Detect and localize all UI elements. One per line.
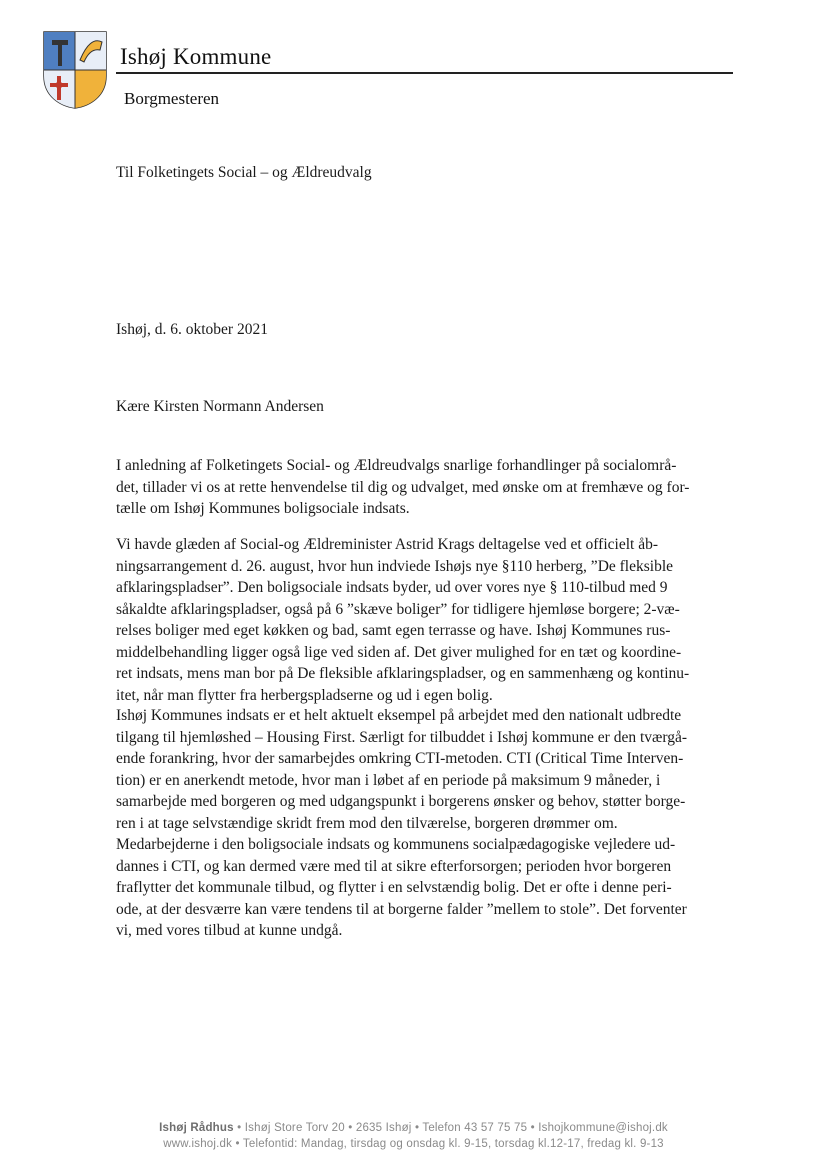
footer-address xyxy=(0,1122,827,1134)
paragraph-line: det, tillader vi os at rette henvendelse til dig og udvalget, med ønske om at fremhæve og for- xyxy=(116,478,690,496)
paragraph-line: dannes i CTI, og kan dermed være med til at sikre efterforsorgen; perioden hvor borgeren xyxy=(116,857,672,875)
salutation: Kære Kirsten Normann Andersen xyxy=(116,398,324,415)
paragraph-line: fraflytter det kommunale tilbud, og flytter i en selvstændig bolig. Det er ofte i denne peri- xyxy=(116,879,672,896)
paragraph-line: Ishøj Kommunes indsats er et helt aktuelt eksempel på arbejdet med den nationalt udbredte xyxy=(116,707,682,724)
recipient-line: Til Folketingets Social – og Ældreudvalg xyxy=(116,164,372,181)
paragraph-line: middelbehandling ligger også lige ved siden af. Det giver mulighed for en tæt og koordine- xyxy=(116,643,682,661)
paragraph-line: såkaldte afklaringspladser, også på 6 ”skæve boliger” for tidligere hjemløse borgere; 2-væ- xyxy=(116,600,680,618)
paragraph-line: samarbejde med borgeren og med udgangspunkt i borgerens ønsker og behov, støtter borge- xyxy=(116,793,686,810)
paragraph-line: ode, at der desværre kan være tendens til at borgerne falder ”mellem to stole”. Det forventer xyxy=(116,900,687,918)
body-paragraph-3 xyxy=(116,705,716,834)
header-divider xyxy=(116,72,733,74)
paragraph-line: itet, når man flytter fra herbergspladserne og ud i egen bolig. xyxy=(116,686,493,704)
paragraph-line: Medarbejderne i den boligsociale indsats og kommunens socialpædagogiske vejledere ud- xyxy=(116,836,676,853)
coat-of-arms-logo xyxy=(42,30,108,110)
footer-contact: • Ishøj Store Torv 20 • 2635 Ishøj • Telefon 43 57 75 75 • Ishojkommune@ishoj.dk xyxy=(233,1122,668,1134)
paragraph-line: relses boliger med eget køkken og bad, samt egen terrasse og have. Ishøj Kommunes rus- xyxy=(116,622,671,639)
body-paragraph-1 xyxy=(116,455,716,520)
paragraph-line: ret indsats, mens man bor på De fleksible afklaringspladser, og en sammenhæng og kontinu- xyxy=(116,665,690,682)
organization-name: Ishøj Kommune xyxy=(120,44,272,69)
footer-name: Ishøj Rådhus xyxy=(159,1122,234,1134)
paragraph-line: tion) er en anerkendt metode, hvor man i løbet af en periode på maksimum 9 måneder, i xyxy=(116,771,661,789)
paragraph-line: tælle om Ishøj Kommunes boligsociale indsats. xyxy=(116,500,410,517)
body-paragraph-4 xyxy=(116,834,716,942)
paragraph-line: Vi havde glæden af Social-og Ældreminister Astrid Krags deltagelse ved et officielt åb- xyxy=(116,536,658,553)
paragraph-line: vi, med vores tilbud at kunne undgå. xyxy=(116,922,343,939)
office-name: Borgmesteren xyxy=(124,89,220,108)
paragraph-line: tilgang til hjemløshed – Housing First. Særligt for tilbuddet i Ishøj kommune er den tværgå- xyxy=(116,728,688,746)
paragraph-line: I anledning af Folketingets Social- og Ældreudvalgs snarlige forhandlinger på socialområ- xyxy=(116,457,677,474)
paragraph-line: ende forankring, hvor der samarbejdes omkring CTI-metoden. CTI (Critical Time Interven- xyxy=(116,750,684,767)
paragraph-line: ren i at tage selvstændige skridt frem mod den tilværelse, borgeren drømmer om. xyxy=(116,814,618,832)
paragraph-line: ningsarrangement d. 26. august, hvor hun indviede Ishøjs nye §110 herberg, ”De fleksible xyxy=(116,557,674,575)
date-line: Ishøj, d. 6. oktober 2021 xyxy=(116,321,268,338)
footer-hours: www.ishoj.dk • Telefontid: Mandag, tirsdag og onsdag kl. 9-15, torsdag kl.12-17, fredag kl. 9-13 xyxy=(163,1138,664,1150)
body-paragraph-2 xyxy=(116,534,716,706)
paragraph-line: afklaringspladser”. Den boligsociale indsats byder, ud over vores nye § 110-tilbud med 9 xyxy=(116,579,668,596)
